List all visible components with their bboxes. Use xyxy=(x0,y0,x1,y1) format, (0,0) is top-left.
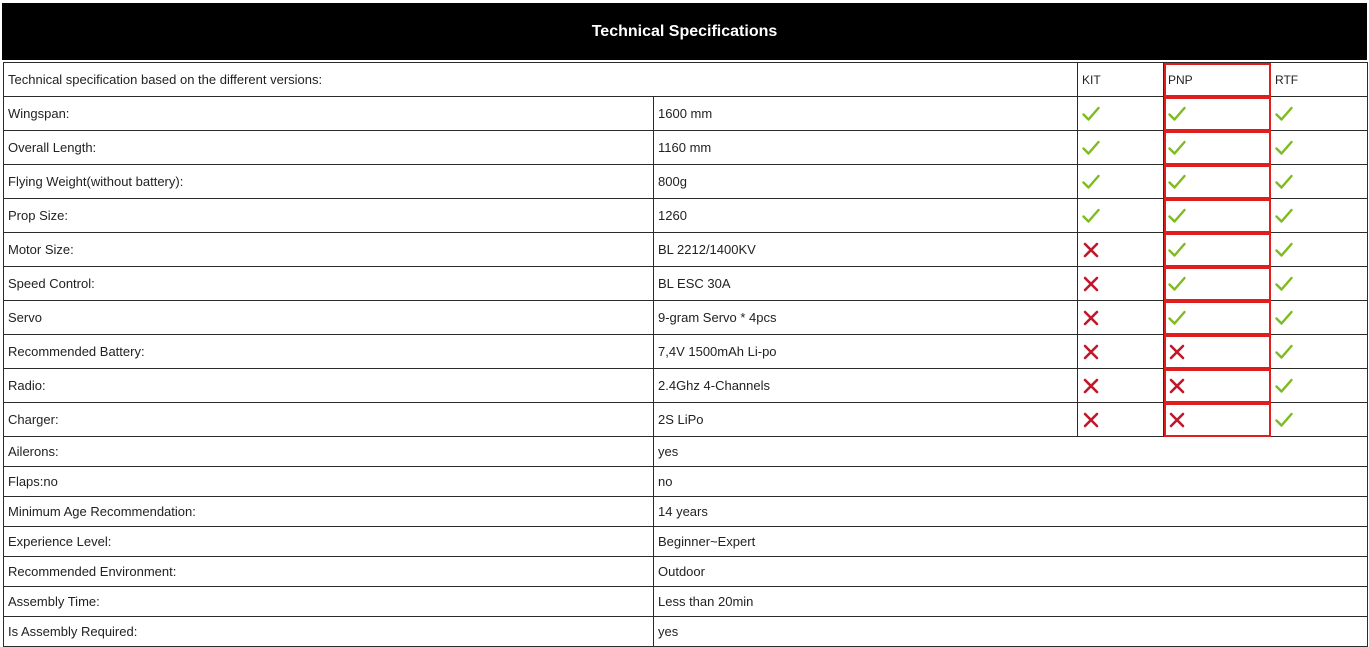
version-kit: KIT xyxy=(1078,63,1164,97)
availability-rtf xyxy=(1271,165,1368,199)
check-icon xyxy=(1168,140,1270,156)
spec-row xyxy=(4,617,1368,647)
availability-pnp xyxy=(1164,199,1271,233)
check-icon xyxy=(1168,310,1270,326)
spec-value: Beginner~Expert xyxy=(654,527,1368,557)
availability-pnp xyxy=(1164,335,1271,369)
check-icon xyxy=(1168,174,1270,190)
spec-label: Flying Weight(without battery): xyxy=(4,165,654,199)
check-icon xyxy=(1275,140,1367,156)
check-icon xyxy=(1168,242,1270,258)
spec-row xyxy=(4,587,1368,617)
spec-value: 1260 xyxy=(654,199,1078,233)
spec-row xyxy=(4,267,1368,301)
spec-label: Radio: xyxy=(4,369,654,403)
availability-rtf xyxy=(1271,369,1368,403)
availability-kit xyxy=(1078,165,1164,199)
spec-value: 14 years xyxy=(654,497,1368,527)
spec-row xyxy=(4,437,1368,467)
spec-label: Recommended Environment: xyxy=(4,557,654,587)
check-icon xyxy=(1082,106,1163,122)
spec-label: Recommended Battery: xyxy=(4,335,654,369)
availability-rtf xyxy=(1271,97,1368,131)
check-icon xyxy=(1168,106,1270,122)
spec-value: 1600 mm xyxy=(654,97,1078,131)
spec-value: 7,4V 1500mAh Li-po xyxy=(654,335,1078,369)
version-pnp: PNP xyxy=(1164,63,1271,97)
spec-row xyxy=(4,557,1368,587)
availability-kit xyxy=(1078,403,1164,437)
availability-kit xyxy=(1078,199,1164,233)
availability-kit xyxy=(1078,267,1164,301)
spec-row xyxy=(4,233,1368,267)
spec-row xyxy=(4,199,1368,233)
spec-value: Less than 20min xyxy=(654,587,1368,617)
cross-icon xyxy=(1082,378,1163,394)
spec-value: yes xyxy=(654,617,1368,647)
spec-row xyxy=(4,369,1368,403)
check-icon xyxy=(1275,344,1367,360)
availability-pnp xyxy=(1164,97,1271,131)
availability-pnp xyxy=(1164,131,1271,165)
spec-row xyxy=(4,403,1368,437)
section-title: Technical Specifications xyxy=(591,22,778,40)
spec-value: 2.4Ghz 4-Channels xyxy=(654,369,1078,403)
availability-rtf xyxy=(1271,233,1368,267)
spec-label: Flaps:no xyxy=(4,467,654,497)
cross-icon xyxy=(1082,276,1163,292)
spec-label: Motor Size: xyxy=(4,233,654,267)
spec-label: Ailerons: xyxy=(4,437,654,467)
availability-kit xyxy=(1078,97,1164,131)
spec-row xyxy=(4,97,1368,131)
cross-icon xyxy=(1082,344,1163,360)
spec-row xyxy=(4,335,1368,369)
check-icon xyxy=(1082,140,1163,156)
spec-value: 800g xyxy=(654,165,1078,199)
spec-row xyxy=(4,527,1368,557)
cross-icon xyxy=(1168,344,1270,360)
check-icon xyxy=(1082,208,1163,224)
spec-label: Speed Control: xyxy=(4,267,654,301)
check-icon xyxy=(1275,378,1367,394)
availability-kit xyxy=(1078,369,1164,403)
spec-row xyxy=(4,497,1368,527)
check-icon xyxy=(1275,412,1367,428)
spec-value: 2S LiPo xyxy=(654,403,1078,437)
spec-label: Assembly Time: xyxy=(4,587,654,617)
availability-rtf xyxy=(1271,199,1368,233)
spec-label: Charger: xyxy=(4,403,654,437)
spec-label: Overall Length: xyxy=(4,131,654,165)
check-icon xyxy=(1275,276,1367,292)
spec-row xyxy=(4,165,1368,199)
spec-value: BL ESC 30A xyxy=(654,267,1078,301)
check-icon xyxy=(1275,310,1367,326)
availability-rtf xyxy=(1271,335,1368,369)
cross-icon xyxy=(1168,378,1270,394)
intro-label: Technical specification based on the different versions: xyxy=(4,63,1078,97)
availability-pnp xyxy=(1164,165,1271,199)
cross-icon xyxy=(1082,242,1163,258)
spec-label: Experience Level: xyxy=(4,527,654,557)
check-icon xyxy=(1275,174,1367,190)
version-rtf: RTF xyxy=(1271,63,1368,97)
spec-label: Prop Size: xyxy=(4,199,654,233)
availability-pnp xyxy=(1164,301,1271,335)
availability-rtf xyxy=(1271,267,1368,301)
check-icon xyxy=(1275,208,1367,224)
cross-icon xyxy=(1168,412,1270,428)
availability-kit xyxy=(1078,335,1164,369)
section-header xyxy=(2,3,1367,60)
spec-value: Outdoor xyxy=(654,557,1368,587)
spec-value: 1160 mm xyxy=(654,131,1078,165)
availability-kit xyxy=(1078,131,1164,165)
availability-rtf xyxy=(1271,403,1368,437)
spec-value: 9-gram Servo * 4pcs xyxy=(654,301,1078,335)
availability-rtf xyxy=(1271,131,1368,165)
spec-label: Minimum Age Recommendation: xyxy=(4,497,654,527)
spec-row xyxy=(4,467,1368,497)
availability-pnp xyxy=(1164,267,1271,301)
check-icon xyxy=(1082,174,1163,190)
spec-label: Is Assembly Required: xyxy=(4,617,654,647)
availability-kit xyxy=(1078,233,1164,267)
availability-rtf xyxy=(1271,301,1368,335)
availability-pnp xyxy=(1164,403,1271,437)
check-icon xyxy=(1275,106,1367,122)
availability-kit xyxy=(1078,301,1164,335)
intro-row xyxy=(4,63,1368,97)
availability-pnp xyxy=(1164,233,1271,267)
cross-icon xyxy=(1082,310,1163,326)
spec-table xyxy=(3,62,1368,647)
spec-value: yes xyxy=(654,437,1368,467)
availability-pnp xyxy=(1164,369,1271,403)
spec-value: BL 2212/1400KV xyxy=(654,233,1078,267)
check-icon xyxy=(1168,276,1270,292)
spec-label: Servo xyxy=(4,301,654,335)
spec-row xyxy=(4,131,1368,165)
check-icon xyxy=(1275,242,1367,258)
check-icon xyxy=(1168,208,1270,224)
spec-row xyxy=(4,301,1368,335)
cross-icon xyxy=(1082,412,1163,428)
spec-label: Wingspan: xyxy=(4,97,654,131)
spec-value: no xyxy=(654,467,1368,497)
